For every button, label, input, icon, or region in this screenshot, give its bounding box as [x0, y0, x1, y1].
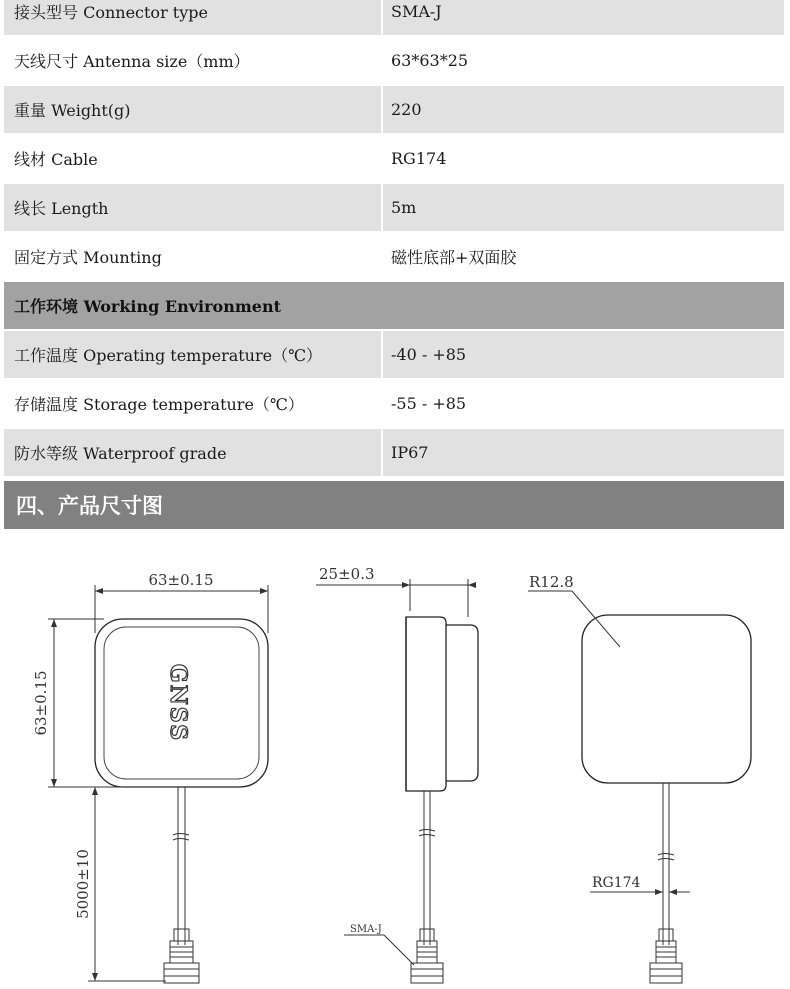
spec-value: RG174 [383, 135, 784, 182]
dimension-heading: 四、产品尺寸图 [4, 481, 784, 529]
dimension-drawing [0, 529, 790, 989]
spec-label: 存储温度 Storage temperature（℃） [4, 380, 381, 427]
spec-row-connector [4, 0, 784, 35]
spec-label: 重量 Weight(g) [4, 86, 381, 133]
spec-label: 固定方式 Mounting [4, 233, 381, 280]
spec-value: 220 [383, 86, 784, 133]
width-label: 63±0.15 [148, 571, 214, 589]
spec-label: 线长 Length [4, 184, 381, 231]
spec-value: -40 - +85 [383, 331, 784, 378]
spec-value: 磁性底部+双面胶 [383, 233, 784, 280]
section-title: 工作环境 Working Environment [14, 297, 281, 316]
cable-label: RG174 [592, 875, 641, 891]
spec-label: 防水等级 Waterproof grade [4, 429, 381, 476]
logo-text: GNSS [165, 663, 191, 743]
spec-row-mounting [4, 233, 784, 280]
spec-row-storage-temp [4, 380, 784, 427]
spec-row-weight [4, 86, 784, 133]
connector-label: SMA-J [350, 924, 382, 935]
thickness-label: 25±0.3 [319, 565, 375, 583]
spec-label: 天线尺寸 Antenna size（mm） [4, 37, 381, 84]
section-working-environment [4, 282, 784, 329]
spec-value: IP67 [383, 429, 784, 476]
spec-row-waterproof [4, 429, 784, 476]
spec-label: 工作温度 Operating temperature（℃） [4, 331, 381, 378]
spec-value: 63*63*25 [383, 37, 784, 84]
cable-length-label: 5000±10 [74, 849, 92, 919]
spec-row-antenna-size [4, 37, 784, 84]
spec-value: -55 - +85 [383, 380, 784, 427]
spec-row-cable [4, 135, 784, 182]
spec-row-operating-temp [4, 331, 784, 378]
radius-label: R12.8 [529, 573, 574, 591]
spec-label: 接头型号 Connector type [4, 0, 381, 35]
height-label: 63±0.15 [32, 670, 50, 736]
spec-row-length [4, 184, 784, 231]
spec-value: SMA-J [383, 0, 784, 35]
spec-value: 5m [383, 184, 784, 231]
spec-label: 线材 Cable [4, 135, 381, 182]
